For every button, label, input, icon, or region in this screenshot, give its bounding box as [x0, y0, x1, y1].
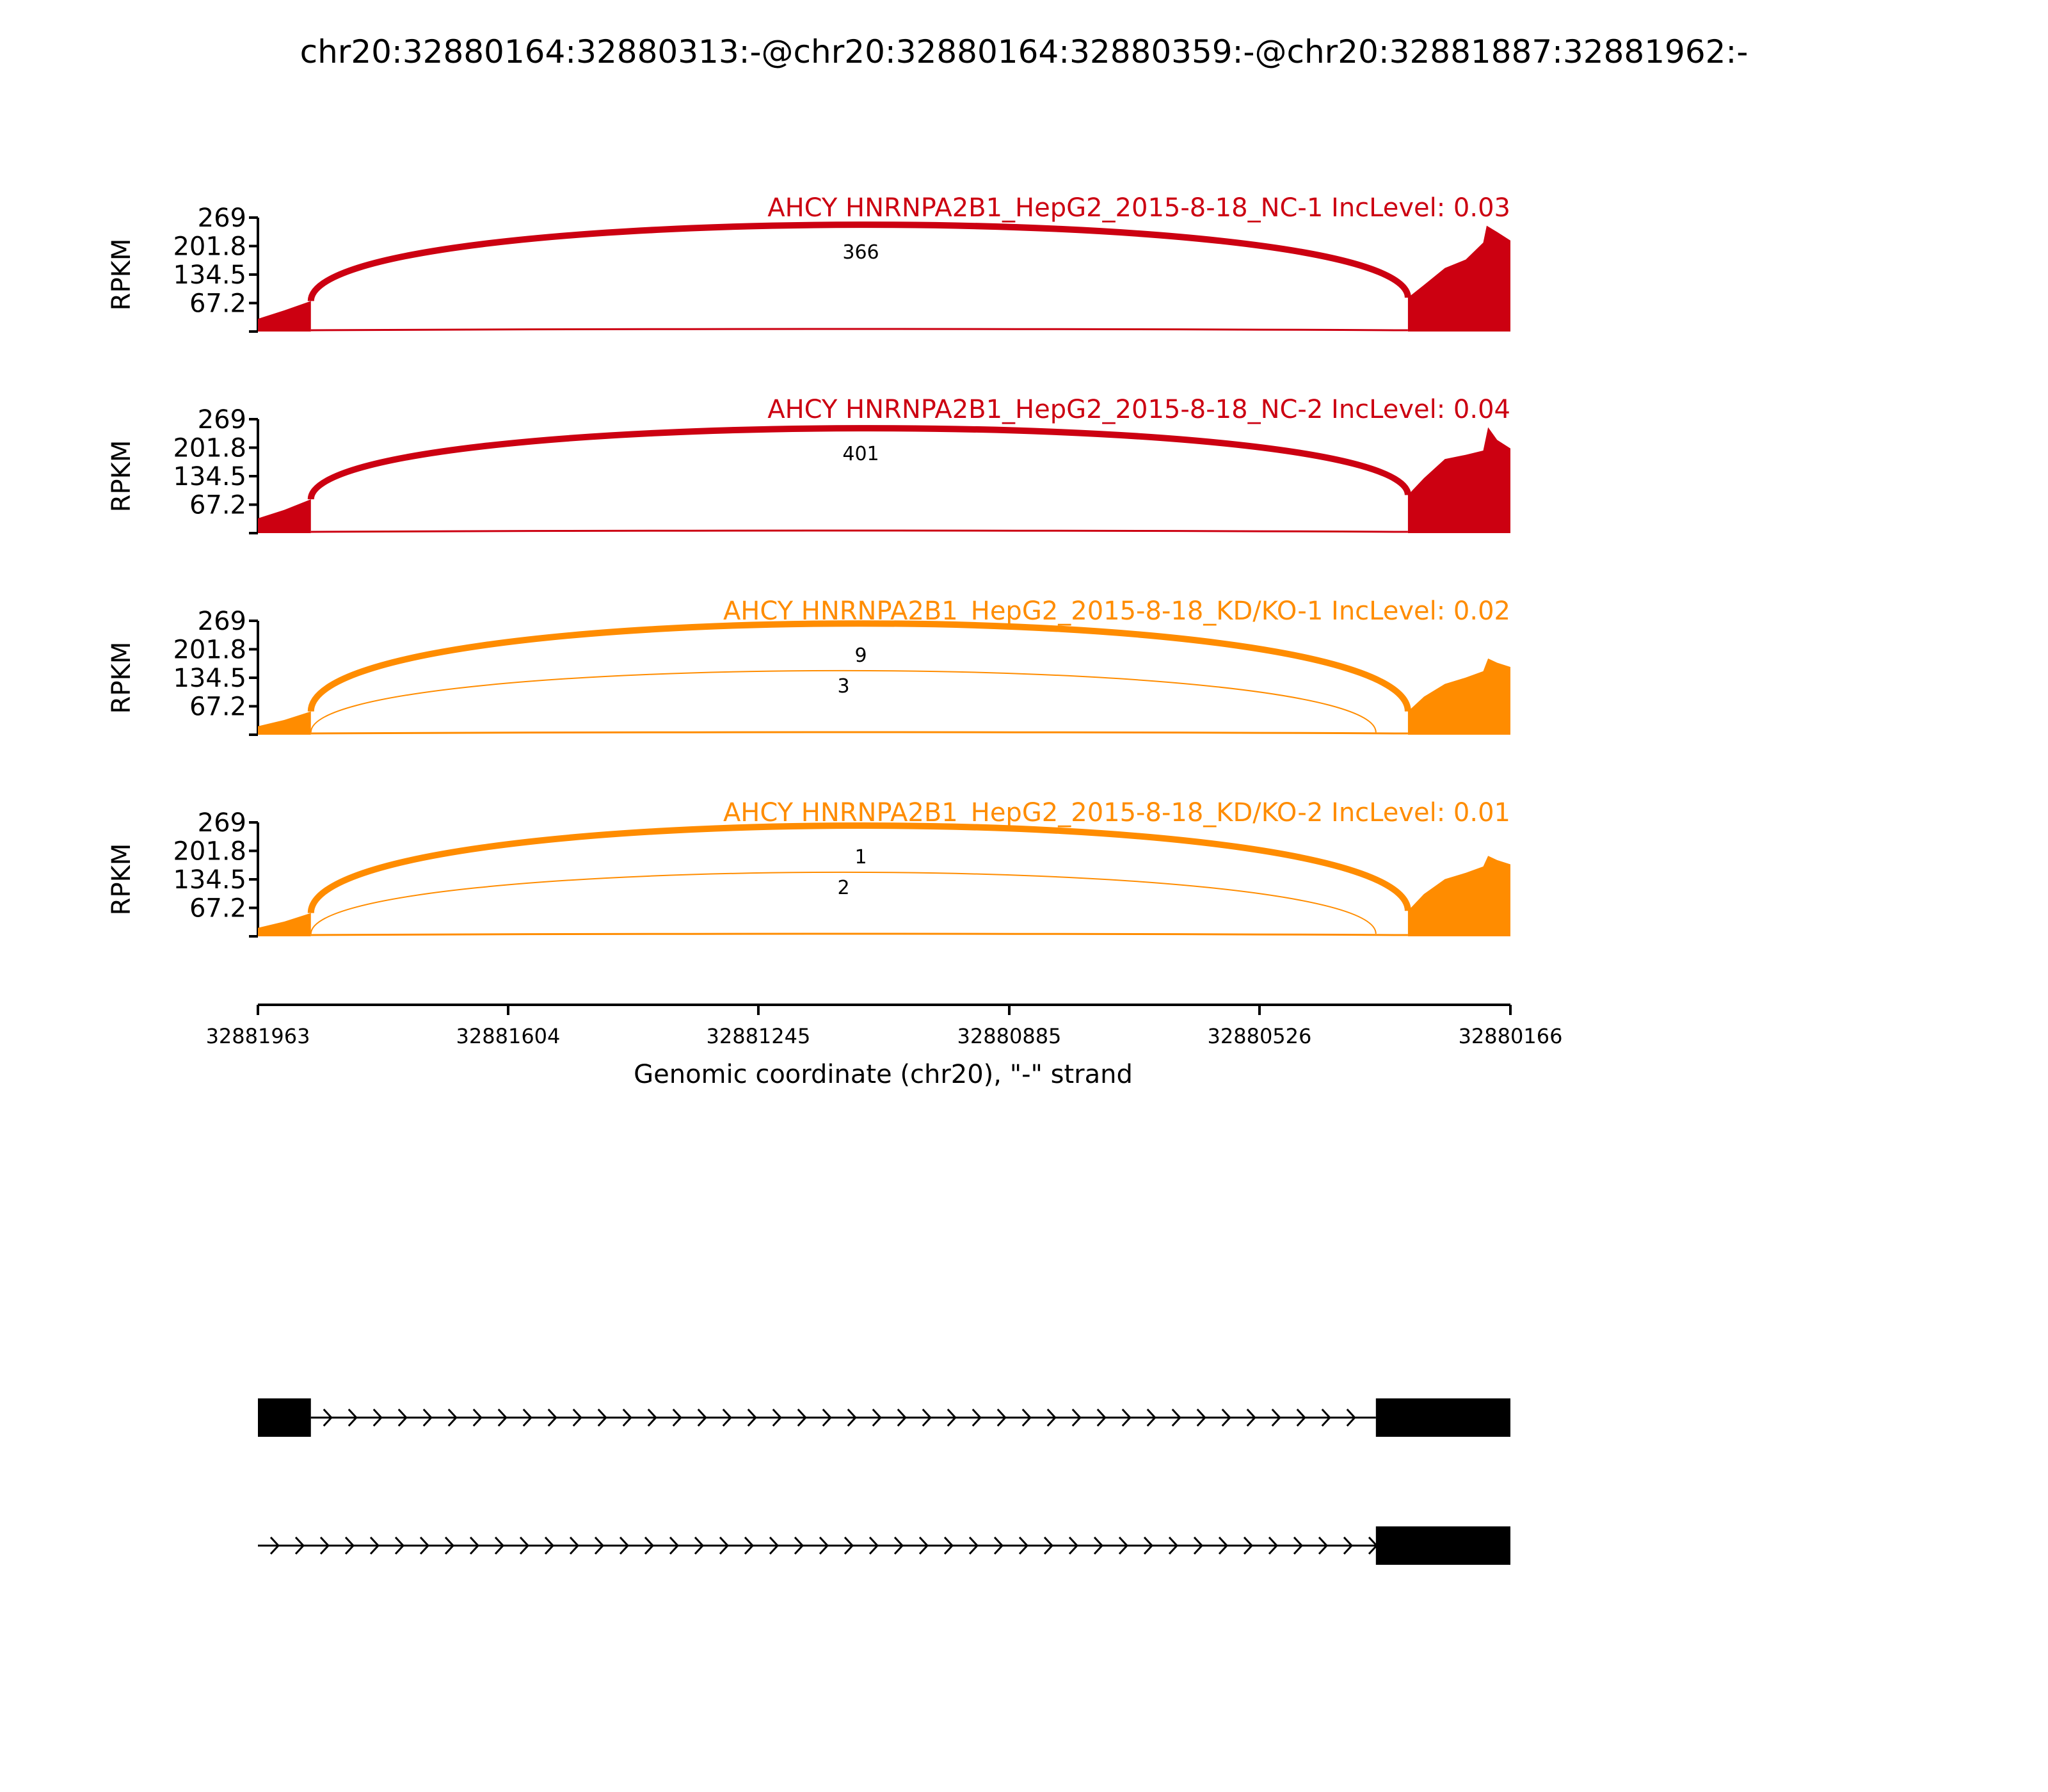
transcript-track	[258, 1526, 1510, 1565]
x-tick-label: 32880885	[957, 1024, 1062, 1048]
junction-label: 366	[842, 241, 879, 264]
coverage-area	[1408, 428, 1510, 533]
y-tick-label: 201.8	[173, 635, 246, 665]
y-tick-label: 201.8	[173, 433, 246, 463]
y-tick-label: 269	[197, 607, 246, 636]
exon-block	[258, 1398, 311, 1437]
intron-coverage	[311, 531, 1408, 532]
x-tick-label: 32880166	[1458, 1024, 1563, 1048]
junction-label: 2	[837, 877, 850, 899]
junction-arc	[311, 623, 1408, 711]
sample-panel	[107, 193, 1510, 332]
x-tick-label: 32881604	[456, 1024, 561, 1048]
exon-block	[1376, 1398, 1510, 1437]
x-tick-label: 32880526	[1207, 1024, 1312, 1048]
coverage-area	[1408, 856, 1510, 936]
y-axis-label: RPKM	[107, 238, 136, 311]
sample-label: AHCY HNRNPA2B1_HepG2_2015-8-18_KD/KO-2 IncLevel: 0.01	[723, 798, 1510, 828]
intron-coverage	[311, 732, 1408, 733]
sample-panels	[107, 193, 1510, 936]
junction-label: 9	[854, 644, 867, 667]
sample-panel	[107, 395, 1510, 533]
y-axis-label: RPKM	[107, 843, 136, 916]
intron-coverage	[311, 329, 1408, 330]
y-tick-label: 134.5	[173, 260, 246, 290]
junction-arc	[311, 826, 1408, 913]
sample-label: AHCY HNRNPA2B1_HepG2_2015-8-18_KD/KO-1 IncLevel: 0.02	[723, 596, 1510, 626]
y-tick-label: 201.8	[173, 232, 246, 262]
y-tick-label: 269	[197, 808, 246, 838]
transcript-track	[258, 1398, 1510, 1437]
coverage-area	[258, 499, 311, 533]
y-tick-label: 67.2	[189, 893, 246, 924]
junction-label: 1	[854, 846, 867, 868]
x-tick-label: 32881245	[706, 1024, 811, 1048]
y-tick-label: 134.5	[173, 664, 246, 693]
y-axis-label: RPKM	[107, 440, 136, 513]
sample-label: AHCY HNRNPA2B1_HepG2_2015-8-18_NC-1 IncLevel: 0.03	[767, 193, 1510, 223]
coverage-area	[1408, 659, 1510, 735]
sample-panel	[107, 798, 1510, 936]
coverage-area	[1408, 226, 1510, 332]
intron-coverage	[311, 934, 1408, 935]
sample-panel	[107, 596, 1510, 735]
y-tick-label: 269	[197, 405, 246, 435]
coverage-area	[258, 913, 311, 936]
y-tick-label: 134.5	[173, 865, 246, 895]
y-tick-label: 67.2	[189, 692, 246, 722]
sample-label: AHCY HNRNPA2B1_HepG2_2015-8-18_NC-2 IncLevel: 0.04	[767, 395, 1510, 424]
y-tick-label: 201.8	[173, 836, 246, 867]
x-tick-label: 32881963	[205, 1024, 310, 1048]
y-tick-label: 134.5	[173, 462, 246, 492]
x-axis	[206, 1005, 1563, 1048]
coverage-area	[258, 712, 311, 735]
exon-block	[1376, 1526, 1510, 1565]
y-tick-label: 67.2	[189, 289, 246, 319]
junction-label: 3	[837, 675, 850, 698]
x-axis-label: Genomic coordinate (chr20), "-" strand	[634, 1060, 1133, 1089]
y-tick-label: 269	[197, 204, 246, 233]
y-axis-label: RPKM	[107, 641, 136, 714]
chart-title: chr20:32880164:32880313:-@chr20:32880164:32880359:-@chr20:32881887:32881962:-	[300, 33, 1748, 70]
coverage-area	[258, 301, 311, 332]
y-tick-label: 67.2	[189, 490, 246, 520]
junction-label: 401	[842, 443, 879, 465]
transcript-models	[258, 1398, 1510, 1565]
